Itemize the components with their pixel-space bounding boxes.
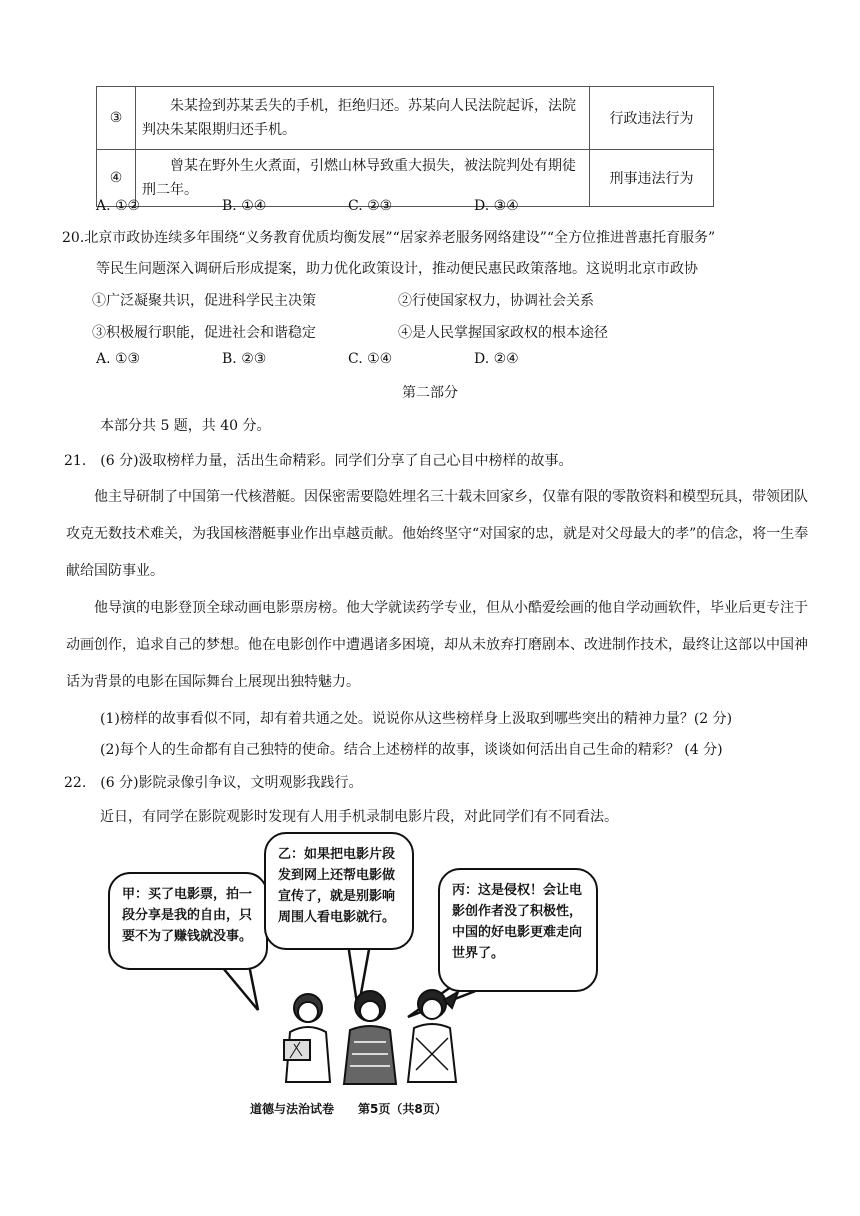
q21-stem: 21. (6 分)汲取榜样力量，活出生命精彩。同学们分享了自己心目中榜样的故事。 <box>64 453 573 469</box>
cartoon-figure <box>108 832 608 1122</box>
choice-b: B. ①④ <box>222 198 267 214</box>
q20-option-1: ①广泛凝聚共识，促进科学民主决策 <box>92 293 316 309</box>
q19-choices <box>96 198 600 214</box>
row-type: 行政违法行为 <box>590 87 714 150</box>
row-type: 刑事违法行为 <box>590 150 714 207</box>
choice-b: B. ②③ <box>222 351 267 367</box>
q21-paragraph-2: 他导演的电影登顶全球动画电影票房榜。他大学就读药学专业，但从小酷爱绘画的他自学动画软件，毕业后更专注于动画创作，追求自己的梦想。他在电影创作中遭遇诸多困境，却从未放弃打磨剧本、改进制作技术，最终让这部以中国神话为背景的电影在国际舞台上展现出独特魅力。 <box>66 600 808 690</box>
q20-stem-line1: 20.北京市政协连续多年围绕“义务教育优质均衡发展”“居家养老服务网络建设”“全方位推进普惠托育服务” <box>62 230 716 246</box>
row-description: 曾某在野外生火煮面，引燃山林导致重大损失，被法院判处有期徒刑二年。 <box>136 150 590 207</box>
q19-table <box>96 86 714 207</box>
choice-c: C. ①④ <box>348 351 393 367</box>
speech-bubble-jia: 甲：买了电影票，拍一段分享是我的自由，只要不为了赚钱就没事。 <box>108 872 268 970</box>
row-description: 朱某捡到苏某丢失的手机，拒绝归还。苏某向人民法院起诉，法院判决朱某限期归还手机。 <box>136 87 590 150</box>
q22-intro: 近日，有同学在影院观影时发现有人用手机录制电影片段，对此同学们有不同看法。 <box>100 809 618 825</box>
q20-choices <box>96 351 600 367</box>
q21-paragraph-1: 他主导研制了中国第一代核潜艇。因保密需要隐姓埋名三十载未回家乡，仅靠有限的零散资料和模型玩具，带领团队攻克无数技术难关，为我国核潜艇事业作出卓越贡献。他始终坚守“对国家的忠，就是对父母最大的孝”的信念，将一生奉献给国防事业。 <box>66 489 809 579</box>
speech-bubble-bing: 丙：这是侵权！会让电影创作者没了积极性，中国的好电影更难走向世界了。 <box>438 868 598 992</box>
q20-stem-line2: 等民生问题深入调研后形成提案，助力优化政策设计，推动便民惠民政策落地。这说明北京市政协 <box>96 261 698 277</box>
page-footer: 道德与法治试卷 第5页（共8页） <box>250 1102 447 1116</box>
part2-intro: 本部分共 5 题，共 40 分。 <box>100 418 271 434</box>
row-number: ④ <box>97 150 136 207</box>
q21-subquestion-2: (2)每个人的生命都有自己独特的使命。结合上述榜样的故事，谈谈如何活出自己生命的精彩？ (4 分) <box>100 742 723 758</box>
q21-subquestion-1: (1)榜样的故事看似不同，却有着共通之处。说说你从这些榜样身上汲取到哪些突出的精神力量？(2 分) <box>100 711 733 727</box>
q20-option-4: ④是人民掌握国家政权的根本途径 <box>398 325 608 341</box>
table-row <box>97 87 714 150</box>
q22-stem: 22. (6 分)影院录像引争议，文明观影我践行。 <box>64 775 363 791</box>
q20-option-2: ②行使国家权力，协调社会关系 <box>398 293 594 309</box>
students-illustration <box>266 982 476 1092</box>
choice-a: A. ①② <box>96 198 141 214</box>
row-number: ③ <box>97 87 136 150</box>
part2-heading: 第二部分 <box>402 385 458 401</box>
choice-a: A. ①③ <box>96 351 141 367</box>
choice-d: D. ②④ <box>474 351 519 367</box>
choice-d: D. ③④ <box>474 198 519 214</box>
speech-bubble-yi: 乙：如果把电影片段发到网上还帮电影做宣传了，就是别影响周围人看电影就行。 <box>264 832 414 950</box>
choice-c: C. ②③ <box>348 198 393 214</box>
q20-option-3: ③积极履行职能，促进社会和谐稳定 <box>92 325 316 341</box>
